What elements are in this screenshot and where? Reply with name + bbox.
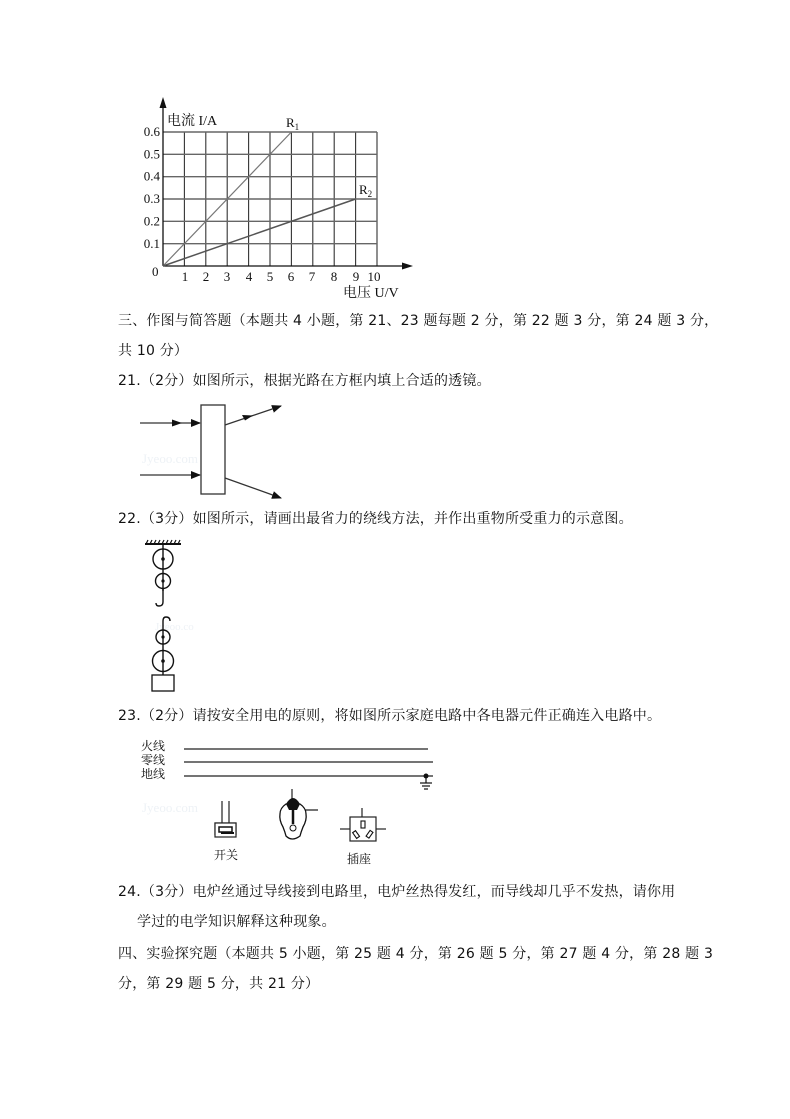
x-tick: 8 bbox=[330, 269, 338, 284]
origin-label: 0 bbox=[152, 264, 159, 279]
lens-diagram bbox=[130, 398, 300, 504]
x-tick: 3 bbox=[223, 269, 231, 284]
lens-box bbox=[201, 405, 225, 494]
ground-wire-label: 地线 bbox=[141, 767, 166, 781]
x-tick: 10 bbox=[367, 269, 381, 284]
watermark: Jyeoo.com bbox=[142, 451, 198, 466]
y-axis-label: 电流 I/A bbox=[167, 114, 218, 129]
iu-graph bbox=[0, 0, 440, 305]
svg-text:Jyeoo.co: Jyeoo.co bbox=[155, 621, 194, 633]
pulley-diagram bbox=[135, 538, 195, 694]
live-wire-label: 火线 bbox=[141, 739, 166, 753]
section3-heading-line2: 共 10 分） bbox=[118, 343, 189, 359]
svg-text:Jyeoo.com: Jyeoo.com bbox=[142, 800, 198, 815]
r2-line bbox=[163, 199, 356, 266]
x-tick: 5 bbox=[266, 269, 274, 284]
x-tick: 2 bbox=[202, 269, 210, 284]
y-tick: 0.1 bbox=[143, 236, 160, 251]
socket-label: 插座 bbox=[347, 852, 372, 866]
x-tick: 7 bbox=[308, 269, 316, 284]
q21-text: 21.（2分）如图所示，根据光路在方框内填上合适的透镜。 bbox=[118, 373, 491, 389]
x-tick: 6 bbox=[287, 269, 295, 284]
y-axis-arrow-icon bbox=[160, 97, 167, 108]
x-axis-arrow-icon bbox=[402, 263, 413, 270]
q24-line1: 24.（3分）电炉丝通过导线接到电路里，电炉丝热得发红，而导线却几乎不发热，请你用 bbox=[118, 884, 676, 900]
x-tick: 4 bbox=[245, 269, 253, 284]
y-tick: 0.2 bbox=[143, 213, 160, 229]
ray-arrow-icon bbox=[242, 415, 253, 421]
ray-arrow-icon bbox=[172, 420, 182, 427]
x-axis-label: 电压 U/V bbox=[343, 286, 399, 301]
q22-text: 22.（3分）如图所示，请画出最省力的绕线方法，并作出重物所受重力的示意图。 bbox=[118, 511, 633, 527]
y-tick: 0.5 bbox=[143, 146, 160, 162]
y-tick: 0.3 bbox=[143, 191, 160, 206]
section4-heading-line2: 分，第 29 题 5 分，共 21 分） bbox=[118, 976, 320, 992]
q24-line2: 学过的电学知识解释这种现象。 bbox=[137, 914, 336, 930]
y-tick: 0.6 bbox=[143, 124, 160, 139]
x-tick: 9 bbox=[352, 269, 360, 284]
q23-text: 23.（2分）请按安全用电的原则，将如图所示家庭电路中各电器元件正确连入电路中。 bbox=[118, 708, 662, 724]
section4-heading-line1: 四、实验探究题（本题共 5 小题，第 25 题 4 分，第 26 题 5 分，第 27 题 4 分，第 28 题 3 bbox=[118, 946, 714, 962]
switch-label: 开关 bbox=[214, 848, 239, 862]
weight-block bbox=[152, 675, 174, 691]
neutral-wire-label: 零线 bbox=[141, 753, 166, 767]
section3-heading-line1: 三、作图与简答题（本题共 4 小题，第 21、23 题每题 2 分，第 22 题 3 分，第 24 题 3 分， bbox=[118, 313, 719, 329]
series-label-r1: $R_1$ bbox=[286, 115, 300, 132]
y-tick: 0.4 bbox=[143, 168, 160, 184]
series-label-r2: $R_2$ bbox=[359, 182, 373, 199]
x-tick: 1 bbox=[181, 269, 189, 284]
